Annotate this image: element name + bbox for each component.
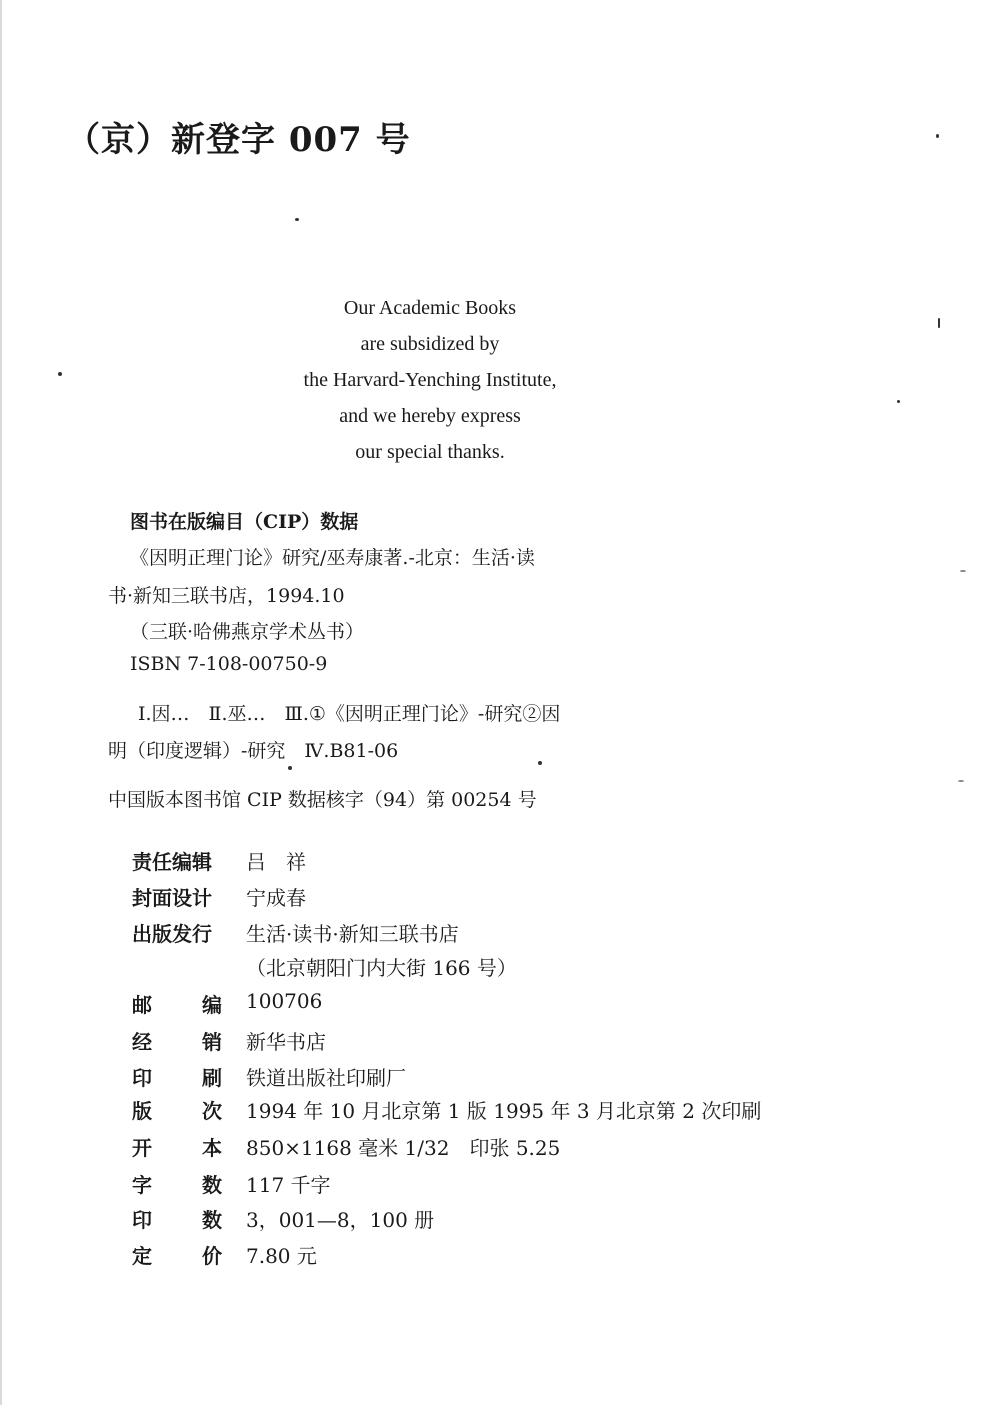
cip-line: 书·新知三联书店，1994.10 (108, 585, 345, 607)
colophon-value: 1994 年 10 月北京第 1 版 1995 年 3 月北京第 2 次印刷 (246, 1099, 762, 1123)
colophon-value: 117 千字 (246, 1173, 331, 1197)
colophon-value: （北京朝阳门内大街 166 号） (246, 956, 517, 980)
colophon-value: 3，001—8，100 册 (246, 1208, 435, 1232)
colophon-label: 印 数 (132, 1208, 222, 1232)
colophon-value: 宁成春 (246, 886, 306, 910)
colophon-label: 责任编辑 (132, 850, 212, 874)
cip-line: ISBN 7-108-00750-9 (130, 653, 328, 675)
colophon-label: 开 本 (132, 1136, 222, 1160)
scan-speck (958, 780, 964, 782)
colophon-value: 吕 祥 (246, 850, 306, 874)
thanks-line: the Harvard-Yenching Institute, (303, 369, 557, 391)
colophon-label: 邮 编 (132, 993, 222, 1017)
scan-speck (936, 134, 939, 138)
thanks-line: are subsidized by (360, 333, 500, 355)
colophon-label: 版 次 (132, 1099, 222, 1123)
cip-line: 明（印度逻辑）-研究 Ⅳ.B81-06 (108, 740, 399, 762)
colophon-value: 7.80 元 (246, 1244, 317, 1268)
colophon-label: 出版发行 (132, 922, 212, 946)
scan-speck (938, 318, 940, 328)
cip-heading: 图书在版编目（CIP）数据 (130, 511, 359, 533)
scan-speck (288, 766, 292, 770)
scan-speck (538, 761, 542, 765)
colophon-value: 铁道出版社印刷厂 (246, 1066, 406, 1090)
registration-number: （京）新登字 007 号 (66, 120, 411, 160)
colophon-value: 生活·读书·新知三联书店 (246, 922, 459, 946)
acknowledgement-block (240, 290, 620, 470)
scan-speck (960, 570, 966, 572)
colophon-label: 经 销 (132, 1030, 222, 1054)
colophon-value: 100706 (246, 989, 323, 1013)
thanks-line: and we hereby express (339, 405, 521, 427)
cip-line: Ⅰ.因… Ⅱ.巫… Ⅲ.①《因明正理门论》-研究②因 (138, 703, 561, 725)
colophon-value: 850×1168 毫米 1/32 印张 5.25 (246, 1136, 561, 1160)
colophon-label: 封面设计 (132, 886, 212, 910)
scan-speck (58, 372, 62, 376)
cip-line: 《因明正理门论》研究/巫寿康著.-北京：生活·读 (130, 547, 535, 569)
page-edge (0, 0, 2, 1405)
scan-speck (897, 400, 900, 403)
colophon-value: 新华书店 (246, 1030, 326, 1054)
colophon-label: 定 价 (132, 1244, 222, 1268)
cip-verification: 中国版本图书馆 CIP 数据核字（94）第 00254 号 (108, 789, 537, 811)
thanks-line: our special thanks. (355, 441, 505, 463)
colophon-label: 印 刷 (132, 1066, 222, 1090)
thanks-line: Our Academic Books (343, 297, 517, 319)
cip-line: （三联·哈佛燕京学术丛书） (130, 621, 365, 643)
scan-speck (295, 218, 299, 221)
colophon-label: 字 数 (132, 1173, 222, 1197)
